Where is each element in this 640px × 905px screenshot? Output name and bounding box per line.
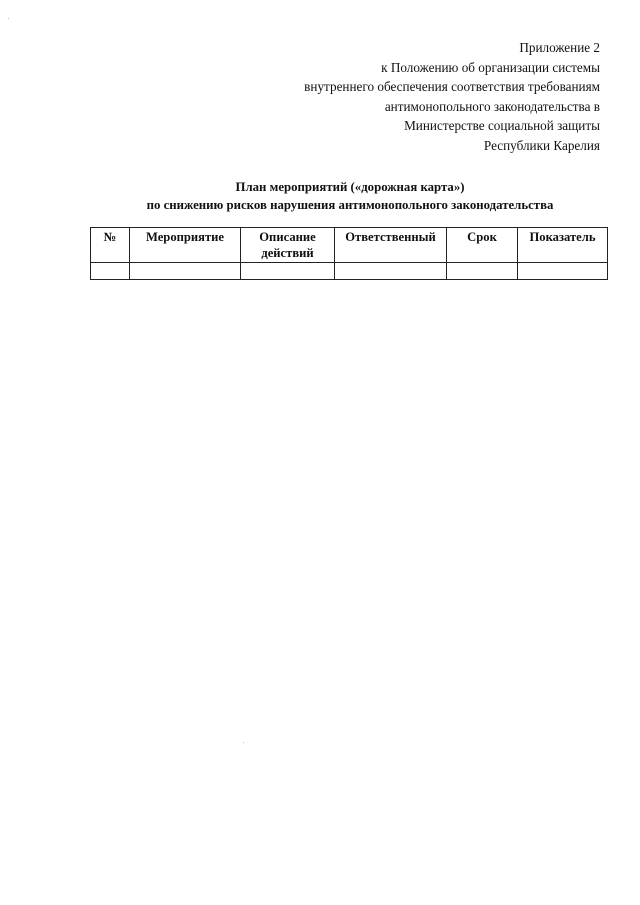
scan-speck — [243, 742, 244, 743]
appendix-header — [180, 38, 600, 156]
plan-title-line-1: План мероприятий («дорожная карта») — [235, 180, 465, 194]
header-description-line-2: действий — [261, 246, 314, 260]
plan-title — [90, 178, 610, 214]
table-row — [91, 263, 608, 280]
header-indicator: Показатель — [518, 228, 608, 263]
appendix-line: Республики Карелия — [483, 137, 600, 153]
table-cell — [447, 263, 518, 280]
table-cell — [335, 263, 447, 280]
table-cell — [518, 263, 608, 280]
header-description-line-1: Описание — [259, 230, 316, 244]
header-description — [241, 228, 335, 263]
scan-speck — [8, 18, 9, 19]
appendix-line: к Положению об организации системы — [381, 59, 600, 75]
table-header-row — [91, 228, 608, 263]
plan-title-line-2: по снижению рисков нарушения антимонопольного законодательства — [146, 198, 554, 212]
appendix-line: антимонопольного законодательства в — [384, 98, 600, 114]
table-cell — [241, 263, 335, 280]
table-cell — [130, 263, 241, 280]
appendix-line: Приложение 2 — [519, 40, 600, 55]
table-cell — [91, 263, 130, 280]
header-deadline: Срок — [447, 228, 518, 263]
appendix-line: внутреннего обеспечения соответствия требованиям — [304, 79, 600, 95]
header-responsible: Ответственный — [335, 228, 447, 263]
roadmap-table — [90, 227, 608, 280]
appendix-line: Министерстве социальной защиты — [404, 118, 600, 134]
header-number: № — [91, 228, 130, 263]
header-measure: Мероприятие — [130, 228, 241, 263]
